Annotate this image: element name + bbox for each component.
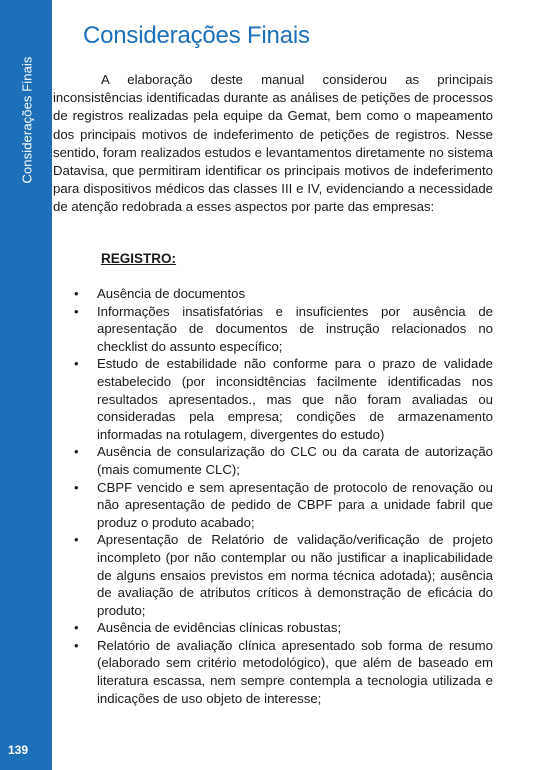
bullet-icon: • xyxy=(74,479,79,495)
list-item-text: Relatório de avaliação clínica apresentado sob forma de resumo (elaborado sem critério metodológico), que além de baseado em literatura escassa, nem sempre contempla a tecnologia utilizada e indicações de uso objeto de interesse; xyxy=(97,637,493,706)
list-item-text: Ausência de consularização do CLC ou da carata de autorização (mais comumente CLC); xyxy=(97,444,493,477)
list-item-text: Estudo de estabilidade não conforme para o prazo de validade estabelecido (por inconsidtências facilmente identificadas nos resultados apresentados., mas que não foram avaliadas ou consideradas pela empresa; condições de armazenamento informadas na rotulagem, divergentes do estudo) xyxy=(97,356,493,442)
bullet-icon: • xyxy=(74,303,79,319)
list-item-text: Apresentação de Relatório de validação/verificação de projeto incompleto (por não contemplar ou não justificar a inaplicabilidade de alguns ensaios previstos em norma técnica adotada); ausência de avaliação de atributos críticos à demonstração de eficácia do produto; xyxy=(97,532,493,618)
list-item xyxy=(60,303,493,356)
list-item xyxy=(60,531,493,619)
bullet-icon: • xyxy=(74,620,79,636)
sidebar-section-label: Considerações Finais xyxy=(19,56,35,184)
list-item-text: Ausência de evidências clínicas robustas; xyxy=(97,620,342,636)
bullet-icon: • xyxy=(74,286,79,301)
registro-list xyxy=(60,285,493,707)
list-item xyxy=(60,443,493,478)
bullet-icon: • xyxy=(74,444,79,460)
list-item xyxy=(60,479,493,532)
list-item-text: CBPF vencido e sem apresentação de protocolo de renovação ou não apresentação de pedido de CBPF para a unidade fabril que produz o produto acabado; xyxy=(97,479,493,530)
registro-heading: REGISTRO: xyxy=(101,251,177,266)
list-item-text: Ausência de documentos xyxy=(97,286,246,301)
list-item xyxy=(60,637,493,707)
sidebar xyxy=(0,0,52,770)
bullet-icon: • xyxy=(74,637,79,653)
intro-paragraph: A elaboração deste manual considerou as principais inconsistências identificadas durante as análises de petições de processos de registros realizadas pela equipe da Gemat, bem como o mapeamento dos principais motivos de indeferimento de petições de registros. Nesse sentido, foram realizados estudos e levantamentos diretamente no sistema Datavisa, que permitiram identificar os principais motivos de indeferimento para dispositivos médicos das classes III e IV, evidenciando a necessidade de atenção redobrada a esses aspectos por parte das empresas: xyxy=(53,72,493,215)
page-number: 139 xyxy=(8,743,29,757)
list-item xyxy=(60,619,493,637)
bullet-icon: • xyxy=(74,532,79,548)
list-item xyxy=(60,355,493,443)
bullet-icon: • xyxy=(74,356,79,372)
page-title: Considerações Finais xyxy=(83,22,310,49)
list-item xyxy=(60,285,493,303)
list-item-text: Informações insatisfatórias e insuficientes por ausência de apresentação de documentos de instrução relacionados no checklist do assunto específico; xyxy=(97,303,493,354)
